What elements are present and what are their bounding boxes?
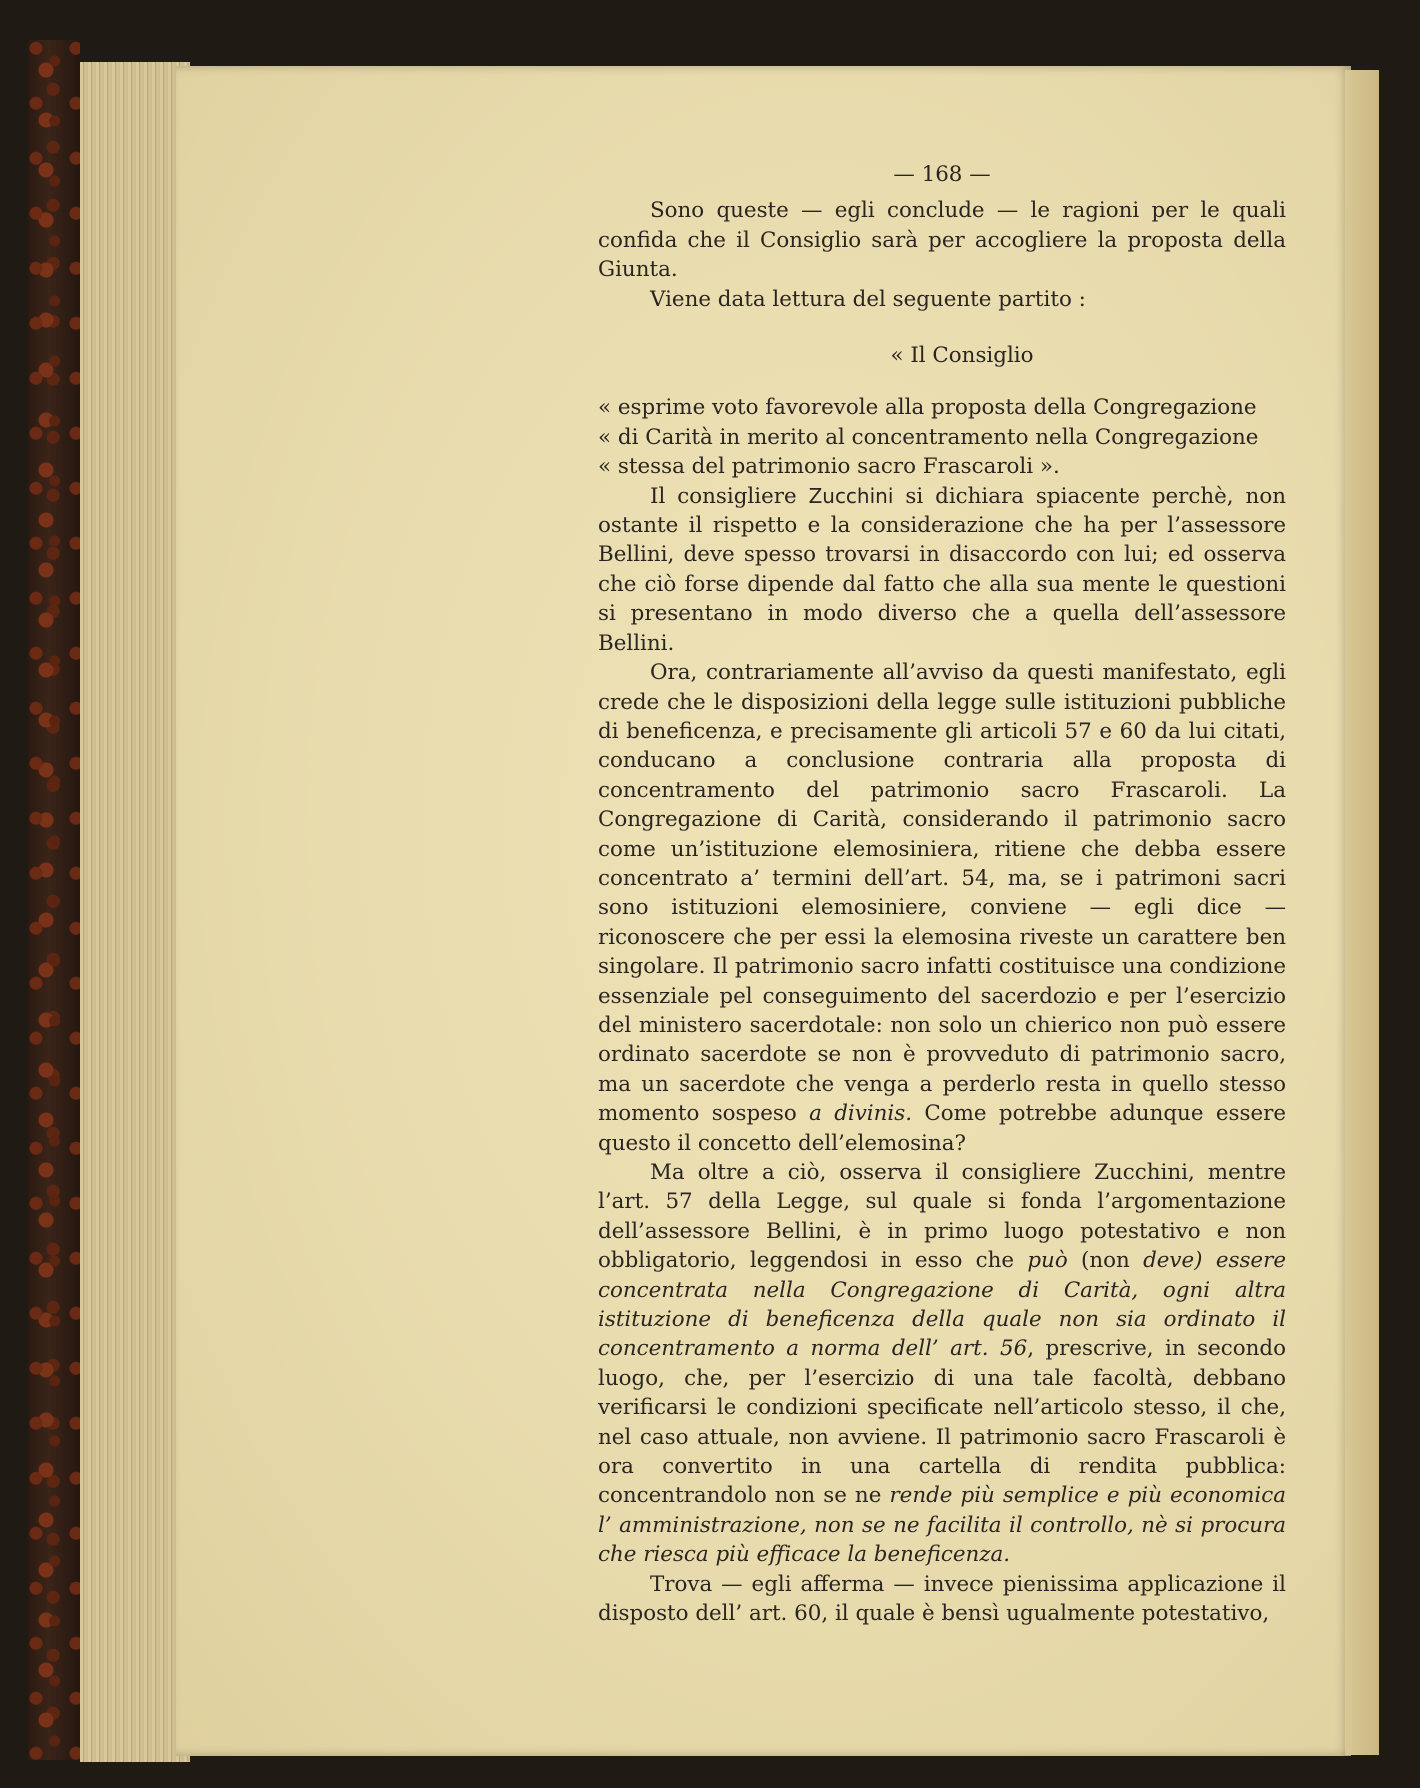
paragraph-4 <box>598 658 1286 1158</box>
p5-part-a: Ma oltre a ciò, osserva il consigliere Zucchini, mentre l’art. 57 della Legge, sul quale si fonda l’argomentazione dell’assessore Bellini, è in primo luogo potestativo e non obbligatorio, leggendosi in esso che <box>598 1160 1286 1274</box>
page-right-edge <box>1345 70 1379 1755</box>
p1-line-2: confida che il Consiglio sarà per accogliere la proposta della <box>598 227 1286 253</box>
quote-line-1: « esprime voto favorevole alla proposta della Congregazione <box>598 395 1257 421</box>
p5-italic-1: può <box>1027 1248 1068 1274</box>
p5-italic-2: deve) essere concentrata nella Congregazione di Carità, ogni altra istituzione di beneficenza della quale non sia ordinato il concentramento a norma dell’ art. 56 <box>598 1248 1286 1362</box>
p5-part-c: , prescrive, in secondo luogo, che, per l’esercizio di una tale facoltà, debbano verificarsi le condizioni specificate nell’articolo stesso, il che, nel caso attuale, non avviene. Il patrimonio sacro Frascaroli è ora convertito in una cartella di rendita pubblica: concentrandolo non se ne <box>598 1336 1286 1509</box>
p5-part-b: (non <box>1067 1248 1144 1274</box>
paragraph-5 <box>598 1158 1286 1570</box>
p3-start: Il consigliere <box>650 483 809 509</box>
speaker-name: Zucchini <box>808 483 894 508</box>
motion-quote <box>598 393 1286 481</box>
p4-part-a: Ora, contrariamente all’avviso da questi manifestato, egli crede che le disposizioni della legge sulle istituzioni pubbliche di beneficenza, e precisamente gli articoli 57 e 60 da lui citati, conducano a conclusione contraria alla proposta di concentramento del patrimonio sacro Frascaroli. La Congregazione di Carità, considerando il patrimonio sacro come un’istituzione elemosiniera, ritiene che debba essere concentrato a’ termini dell’art. 54, ma, se i patrimoni sacri sono istituzioni elemosiniere, conviene — egli dice — riconoscere che per essi la elemosina riveste un carattere ben singolare. Il patrimonio sacro infatti costituisce una condizione essenziale pel conseguimento del sacerdozio e per l’esercizio del ministero sacerdotale: non solo un chierico non può essere ordinato sacerdote se non è provveduto di patrimonio sacro, ma un sacerdote che venga a perderlo resta in quello stesso momento sospeso <box>598 660 1286 1127</box>
p4-part-b: Come potrebbe adunque essere questo il concetto dell’elemosina? <box>598 1101 1286 1156</box>
book-cover-edge <box>28 40 80 1760</box>
quote-line-2: « di Carità in merito al concentramento nella Congregazione <box>598 424 1259 450</box>
p5-italic-3: rende più semplice e più economica l’ amministrazione, non se ne facilita il controllo, nè si procura che riesca più efficace la beneficenza. <box>598 1483 1286 1568</box>
page-text <box>598 160 1286 1629</box>
p1-line-3: Giunta. <box>598 257 678 283</box>
p3-rest: si dichiara spiacente perchè, non ostante il rispetto e la considerazione che ha per l’assessore Bellini, deve spesso trovarsi in disaccordo con lui; ed osserva che ciò forse dipende dal fatto che alla sua mente le questioni si presentano in modo diverso che a quella dell’assessore Bellini. <box>598 483 1286 656</box>
quote-line-3: « stessa del patrimonio sacro Frascaroli ». <box>598 454 1060 480</box>
p4-italic: a divinis. <box>809 1101 913 1127</box>
center-heading: « Il Consiglio <box>890 343 1034 369</box>
p1-line-1: Sono queste — egli conclude — le ragioni per le quali <box>650 198 1286 224</box>
page-number: — 168 — <box>893 162 991 187</box>
paragraph-6: Trova — egli afferma — invece pienissima applicazione il disposto dell’ art. 60, il quale è bensì ugualmente potestativo, <box>598 1571 1286 1627</box>
paragraph-2: Viene data lettura del seguente partito : <box>650 286 1086 312</box>
paragraph-1 <box>598 196 1286 284</box>
page-stack-edge <box>80 62 190 1762</box>
paragraph-3 <box>598 482 1286 658</box>
